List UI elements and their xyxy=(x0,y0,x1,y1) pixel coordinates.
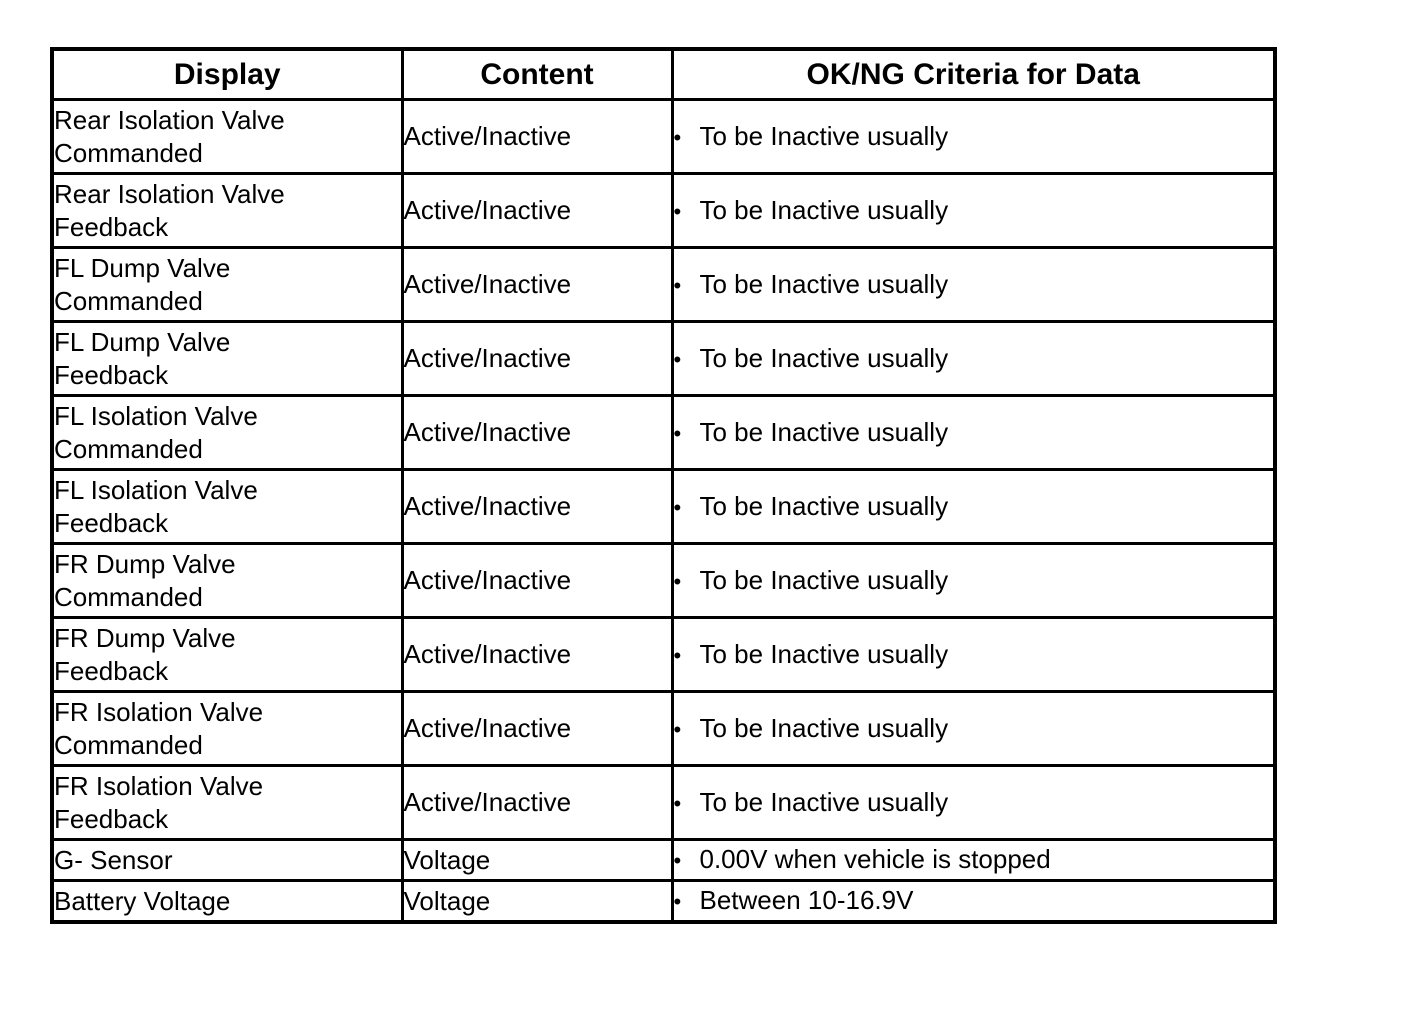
content-cell: Voltage xyxy=(402,881,672,923)
display-line1: FR Dump Valve xyxy=(54,548,236,579)
content-cell: Active/Inactive xyxy=(402,396,672,470)
criteria-text: Between 10-16.9V xyxy=(699,885,914,915)
criteria-cell xyxy=(672,396,1275,470)
bullet-icon: • xyxy=(673,198,682,224)
criteria-text: To be Inactive usually xyxy=(699,268,949,299)
data-table xyxy=(50,47,1277,924)
criteria-text: To be Inactive usually xyxy=(699,786,949,817)
criteria-cell xyxy=(672,692,1275,766)
display-line2: Feedback xyxy=(54,211,169,242)
display-cell xyxy=(52,396,402,470)
display-line2: Commanded xyxy=(54,285,203,316)
table-row xyxy=(52,100,1275,174)
bullet-icon: • xyxy=(673,716,682,742)
bullet-icon: • xyxy=(673,848,682,873)
display-line2: Feedback xyxy=(54,507,169,538)
criteria-cell xyxy=(672,470,1275,544)
display-line1: FR Isolation Valve xyxy=(54,696,264,727)
table-row xyxy=(52,766,1275,840)
display-line1: FL Isolation Valve xyxy=(54,400,258,431)
header-content: Content xyxy=(402,49,672,100)
bullet-icon: • xyxy=(673,790,682,816)
bullet-icon: • xyxy=(673,420,682,446)
criteria-cell xyxy=(672,840,1275,881)
content-cell: Active/Inactive xyxy=(402,470,672,544)
criteria-text: To be Inactive usually xyxy=(699,194,949,225)
display-line1: Rear Isolation Valve xyxy=(54,178,285,209)
display-cell xyxy=(52,618,402,692)
criteria-text: To be Inactive usually xyxy=(699,120,949,151)
display-line2: Commanded xyxy=(54,729,203,760)
bullet-icon: • xyxy=(673,272,682,298)
table-row xyxy=(52,396,1275,470)
display-cell xyxy=(52,470,402,544)
bullet-icon: • xyxy=(673,568,682,594)
bullet-icon: • xyxy=(673,889,682,914)
criteria-cell xyxy=(672,881,1275,923)
header-criteria: OK/NG Criteria for Data xyxy=(672,49,1275,100)
table-row xyxy=(52,692,1275,766)
display-cell xyxy=(52,766,402,840)
display-line1: G- Sensor xyxy=(54,844,173,875)
criteria-cell xyxy=(672,100,1275,174)
display-line1: FR Dump Valve xyxy=(54,622,236,653)
content-cell: Active/Inactive xyxy=(402,100,672,174)
display-line2: Commanded xyxy=(54,433,203,464)
display-line1: FL Isolation Valve xyxy=(54,474,258,505)
content-cell: Active/Inactive xyxy=(402,174,672,248)
table-row xyxy=(52,881,1275,923)
display-cell xyxy=(52,840,402,881)
display-line2: Feedback xyxy=(54,803,169,834)
display-line2: Feedback xyxy=(54,655,169,686)
table-row xyxy=(52,470,1275,544)
content-cell: Active/Inactive xyxy=(402,618,672,692)
content-cell: Active/Inactive xyxy=(402,692,672,766)
display-cell xyxy=(52,322,402,396)
criteria-text: To be Inactive usually xyxy=(699,490,949,521)
display-line2: Commanded xyxy=(54,581,203,612)
content-cell: Active/Inactive xyxy=(402,544,672,618)
display-cell xyxy=(52,100,402,174)
criteria-cell xyxy=(672,544,1275,618)
display-line2: Commanded xyxy=(54,137,203,168)
display-line1: FL Dump Valve xyxy=(54,326,231,357)
table-row xyxy=(52,544,1275,618)
bullet-icon: • xyxy=(673,124,682,150)
criteria-text: To be Inactive usually xyxy=(699,416,949,447)
content-cell: Voltage xyxy=(402,840,672,881)
bullet-icon: • xyxy=(673,346,682,372)
criteria-text: To be Inactive usually xyxy=(699,342,949,373)
display-line1: Rear Isolation Valve xyxy=(54,104,285,135)
table-row xyxy=(52,322,1275,396)
display-cell xyxy=(52,248,402,322)
table-row xyxy=(52,840,1275,881)
criteria-text: To be Inactive usually xyxy=(699,638,949,669)
display-cell xyxy=(52,881,402,923)
content-cell: Active/Inactive xyxy=(402,766,672,840)
bullet-icon: • xyxy=(673,494,682,520)
table-row xyxy=(52,174,1275,248)
table-row xyxy=(52,248,1275,322)
display-line1: Battery Voltage xyxy=(54,885,231,916)
content-cell: Active/Inactive xyxy=(402,322,672,396)
bullet-icon: • xyxy=(673,642,682,668)
table-row xyxy=(52,618,1275,692)
content-cell: Active/Inactive xyxy=(402,248,672,322)
display-cell xyxy=(52,174,402,248)
criteria-cell xyxy=(672,766,1275,840)
header-display: Display xyxy=(52,49,402,100)
criteria-cell xyxy=(672,618,1275,692)
criteria-text: To be Inactive usually xyxy=(699,712,949,743)
header-row xyxy=(52,49,1275,100)
display-line1: FR Isolation Valve xyxy=(54,770,264,801)
display-line2: Feedback xyxy=(54,359,169,390)
display-line1: FL Dump Valve xyxy=(54,252,231,283)
criteria-cell xyxy=(672,322,1275,396)
criteria-cell xyxy=(672,248,1275,322)
criteria-cell xyxy=(672,174,1275,248)
criteria-text: To be Inactive usually xyxy=(699,564,949,595)
display-cell xyxy=(52,544,402,618)
criteria-text: 0.00V when vehicle is stopped xyxy=(699,844,1051,874)
display-cell xyxy=(52,692,402,766)
